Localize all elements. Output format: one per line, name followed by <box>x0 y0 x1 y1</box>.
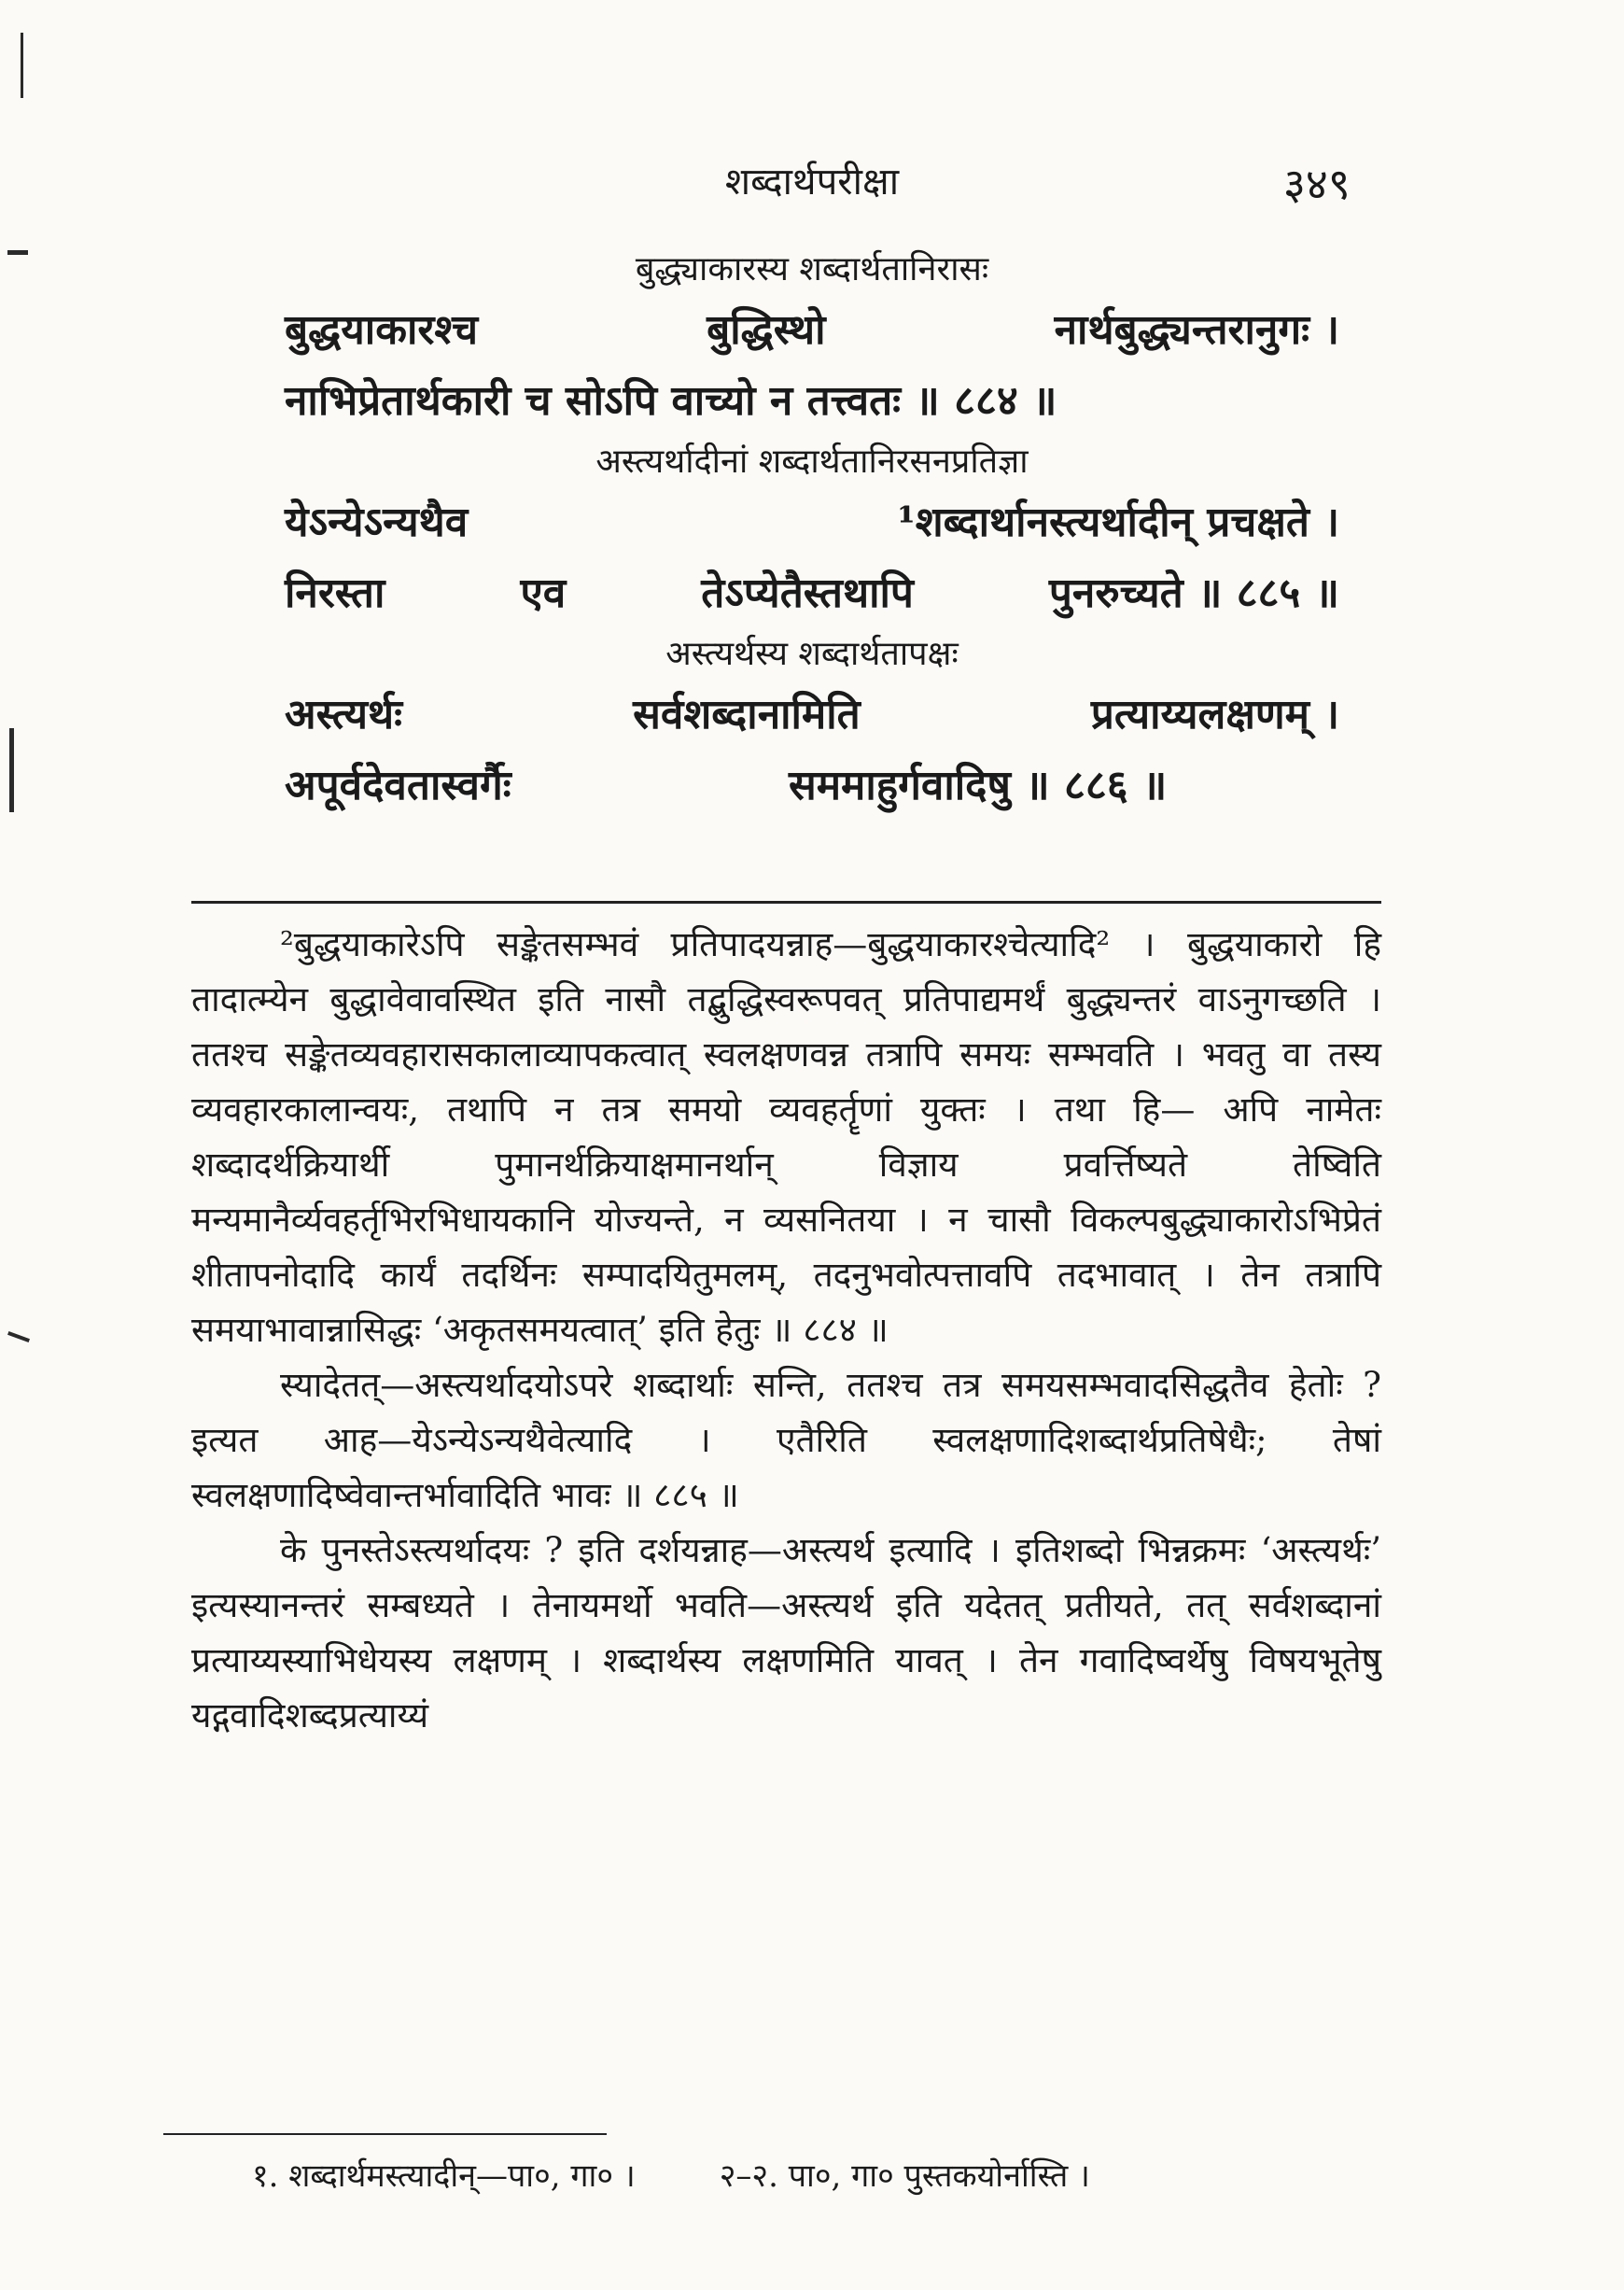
verse-line <box>285 680 1339 751</box>
footnotes <box>252 2153 1353 2196</box>
verse-line <box>285 558 1339 629</box>
scan-margin-mark <box>7 250 28 255</box>
verse-word: सर्वशब्दानामिति <box>633 691 861 738</box>
verse-word: पुनरुच्यते ॥ ८८५ ॥ <box>1048 569 1339 617</box>
section-divider <box>191 901 1381 904</box>
verse-heading: बुद्ध्याकारस्य शब्दार्थतानिरासः <box>635 250 989 288</box>
verse-word: अस्त्यर्थः <box>285 691 403 738</box>
verse-line <box>285 751 1339 822</box>
commentary <box>191 917 1381 1743</box>
commentary-paragraph: ²बुद्धयाकारेऽपि सङ्केतसम्भवं प्रतिपादयन्नाह—बुद्धयाकारश्चेत्यादि² । बुद्धयाकारो हि तादात्म्येन बुद्धावेवावस्थित इति नासौ तद्बुद्धिस्वरूपवत् प्रतिपाद्यमर्थं बुद्ध्यन्तरं वाऽनुगच्छति । ततश्च सङ्केतव्यवहारासकालाव्यापकत्वात् स्वलक्षणवन्न तत्रापि समयः सम्भवति । भवतु वा तस्य व्यवहारकालान्वयः, तथापि न तत्र समयो व्यवहर्तॄणां युक्तः । तथा हि— अपि नामेतः शब्दादर्थक्रियार्थी पुमानर्थक्रियाक्षमानर्थान् विज्ञाय प्रवर्त्तिष्यते तेष्विति मन्यमानैर्व्यवहर्तृभिरभिधायकानि योज्यन्ते, न व्यसनितया । न चासौ विकल्पबुद्ध्याकारोऽभिप्रेतं शीतापनोदादि कार्यं तदर्थिनः सम्पादयितुमलम्, तदनुभवोत्पत्तावपि तदभावात् । तेन तत्रापि समयाभावान्नासिद्धः ‘अकृतसमयत्वात्’ इति हेतुः ॥ ८८४ ॥ <box>191 924 1381 1350</box>
verse-word: बुद्धयाकारश्च <box>285 306 479 354</box>
verse-heading: अस्त्यर्थस्य शब्दार्थतापक्षः <box>665 635 959 673</box>
page-number: ३४९ <box>1283 159 1351 209</box>
commentary-paragraph: के पुनस्तेऽस्त्यर्थादयः ? इति दर्शयन्नाह—अस्त्यर्थ इत्यादि । इतिशब्दो भिन्नक्रमः ‘अस्त्यर्थः’ इत्यस्यानन्तरं सम्बध्यते । तेनायमर्थो भवति—अस्त्यर्थ इति यदेतत् प्रतीयते, तत् सर्वशब्दानां प्रत्याय्यस्याभिधेयस्य लक्षणम् । शब्दार्थस्य लक्षणमिति यावत् । तेन गवादिष्वर्थेषु विषयभूतेषु यद्गवादिशब्दप्रत्याय्यं <box>191 1530 1381 1735</box>
commentary-paragraph: स्यादेतत्—अस्त्यर्थादयोऽपरे शब्दार्थाः सन्ति, ततश्च तत्र समयसम्भवादसिद्धतैव हेतोः ? इत्यत आह—येऽन्येऽन्यथैवेत्यादि । एतैरिति स्वलक्षणादिशब्दार्थप्रतिषेधैः; तेषां स्वलक्षणादिष्वेवान्तर्भावादिति भावः ॥ ८८५ ॥ <box>191 1365 1381 1515</box>
verse-word: सममाहुर्गवादिषु ॥ ८८६ ॥ <box>789 762 1168 809</box>
footnote: १. शब्दार्थमस्त्यादीन्—पा०, गा० । <box>252 2157 636 2195</box>
verse-line <box>285 487 1339 558</box>
verse-word: एव <box>520 569 567 617</box>
verse-line <box>285 366 1339 437</box>
verse-word: नार्थबुद्ध्यन्तरानुगः । <box>1054 306 1339 354</box>
verse-word: तेऽप्येतैस्तथापि <box>701 569 914 617</box>
scan-margin-mark <box>21 33 23 98</box>
verse-word: येऽन्येऽन्यथैव <box>285 499 469 546</box>
verse-word: प्रत्याय्यलक्षणम् । <box>1090 691 1339 738</box>
footnote: २–२. पा०, गा० पुस्तकयोर्नास्ति । <box>719 2157 1090 2195</box>
scan-margin-mark <box>7 1331 30 1342</box>
verse-heading: अस्त्यर्थादीनां शब्दार्थतानिरसनप्रतिज्ञा <box>595 443 1029 481</box>
verse-block <box>285 245 1339 822</box>
footnote-divider <box>163 2133 607 2135</box>
verse-word: निरस्ता <box>285 569 385 617</box>
verse-word: ¹शब्दार्थानस्त्यर्थादीन् प्रचक्षते । <box>897 499 1339 546</box>
verse-word: अपूर्वदेवतास्वर्गैः <box>285 762 511 809</box>
verse-word: नाभिप्रेतार्थकारी च सोऽपि वाच्यो न तत्त्वतः ॥ ८८४ ॥ <box>285 377 1057 425</box>
verse-word: बुद्धिस्थो <box>707 306 826 354</box>
verse-line <box>285 295 1339 366</box>
running-title: शब्दार्थपरीक्षा <box>724 161 900 204</box>
scan-margin-mark <box>9 728 14 812</box>
